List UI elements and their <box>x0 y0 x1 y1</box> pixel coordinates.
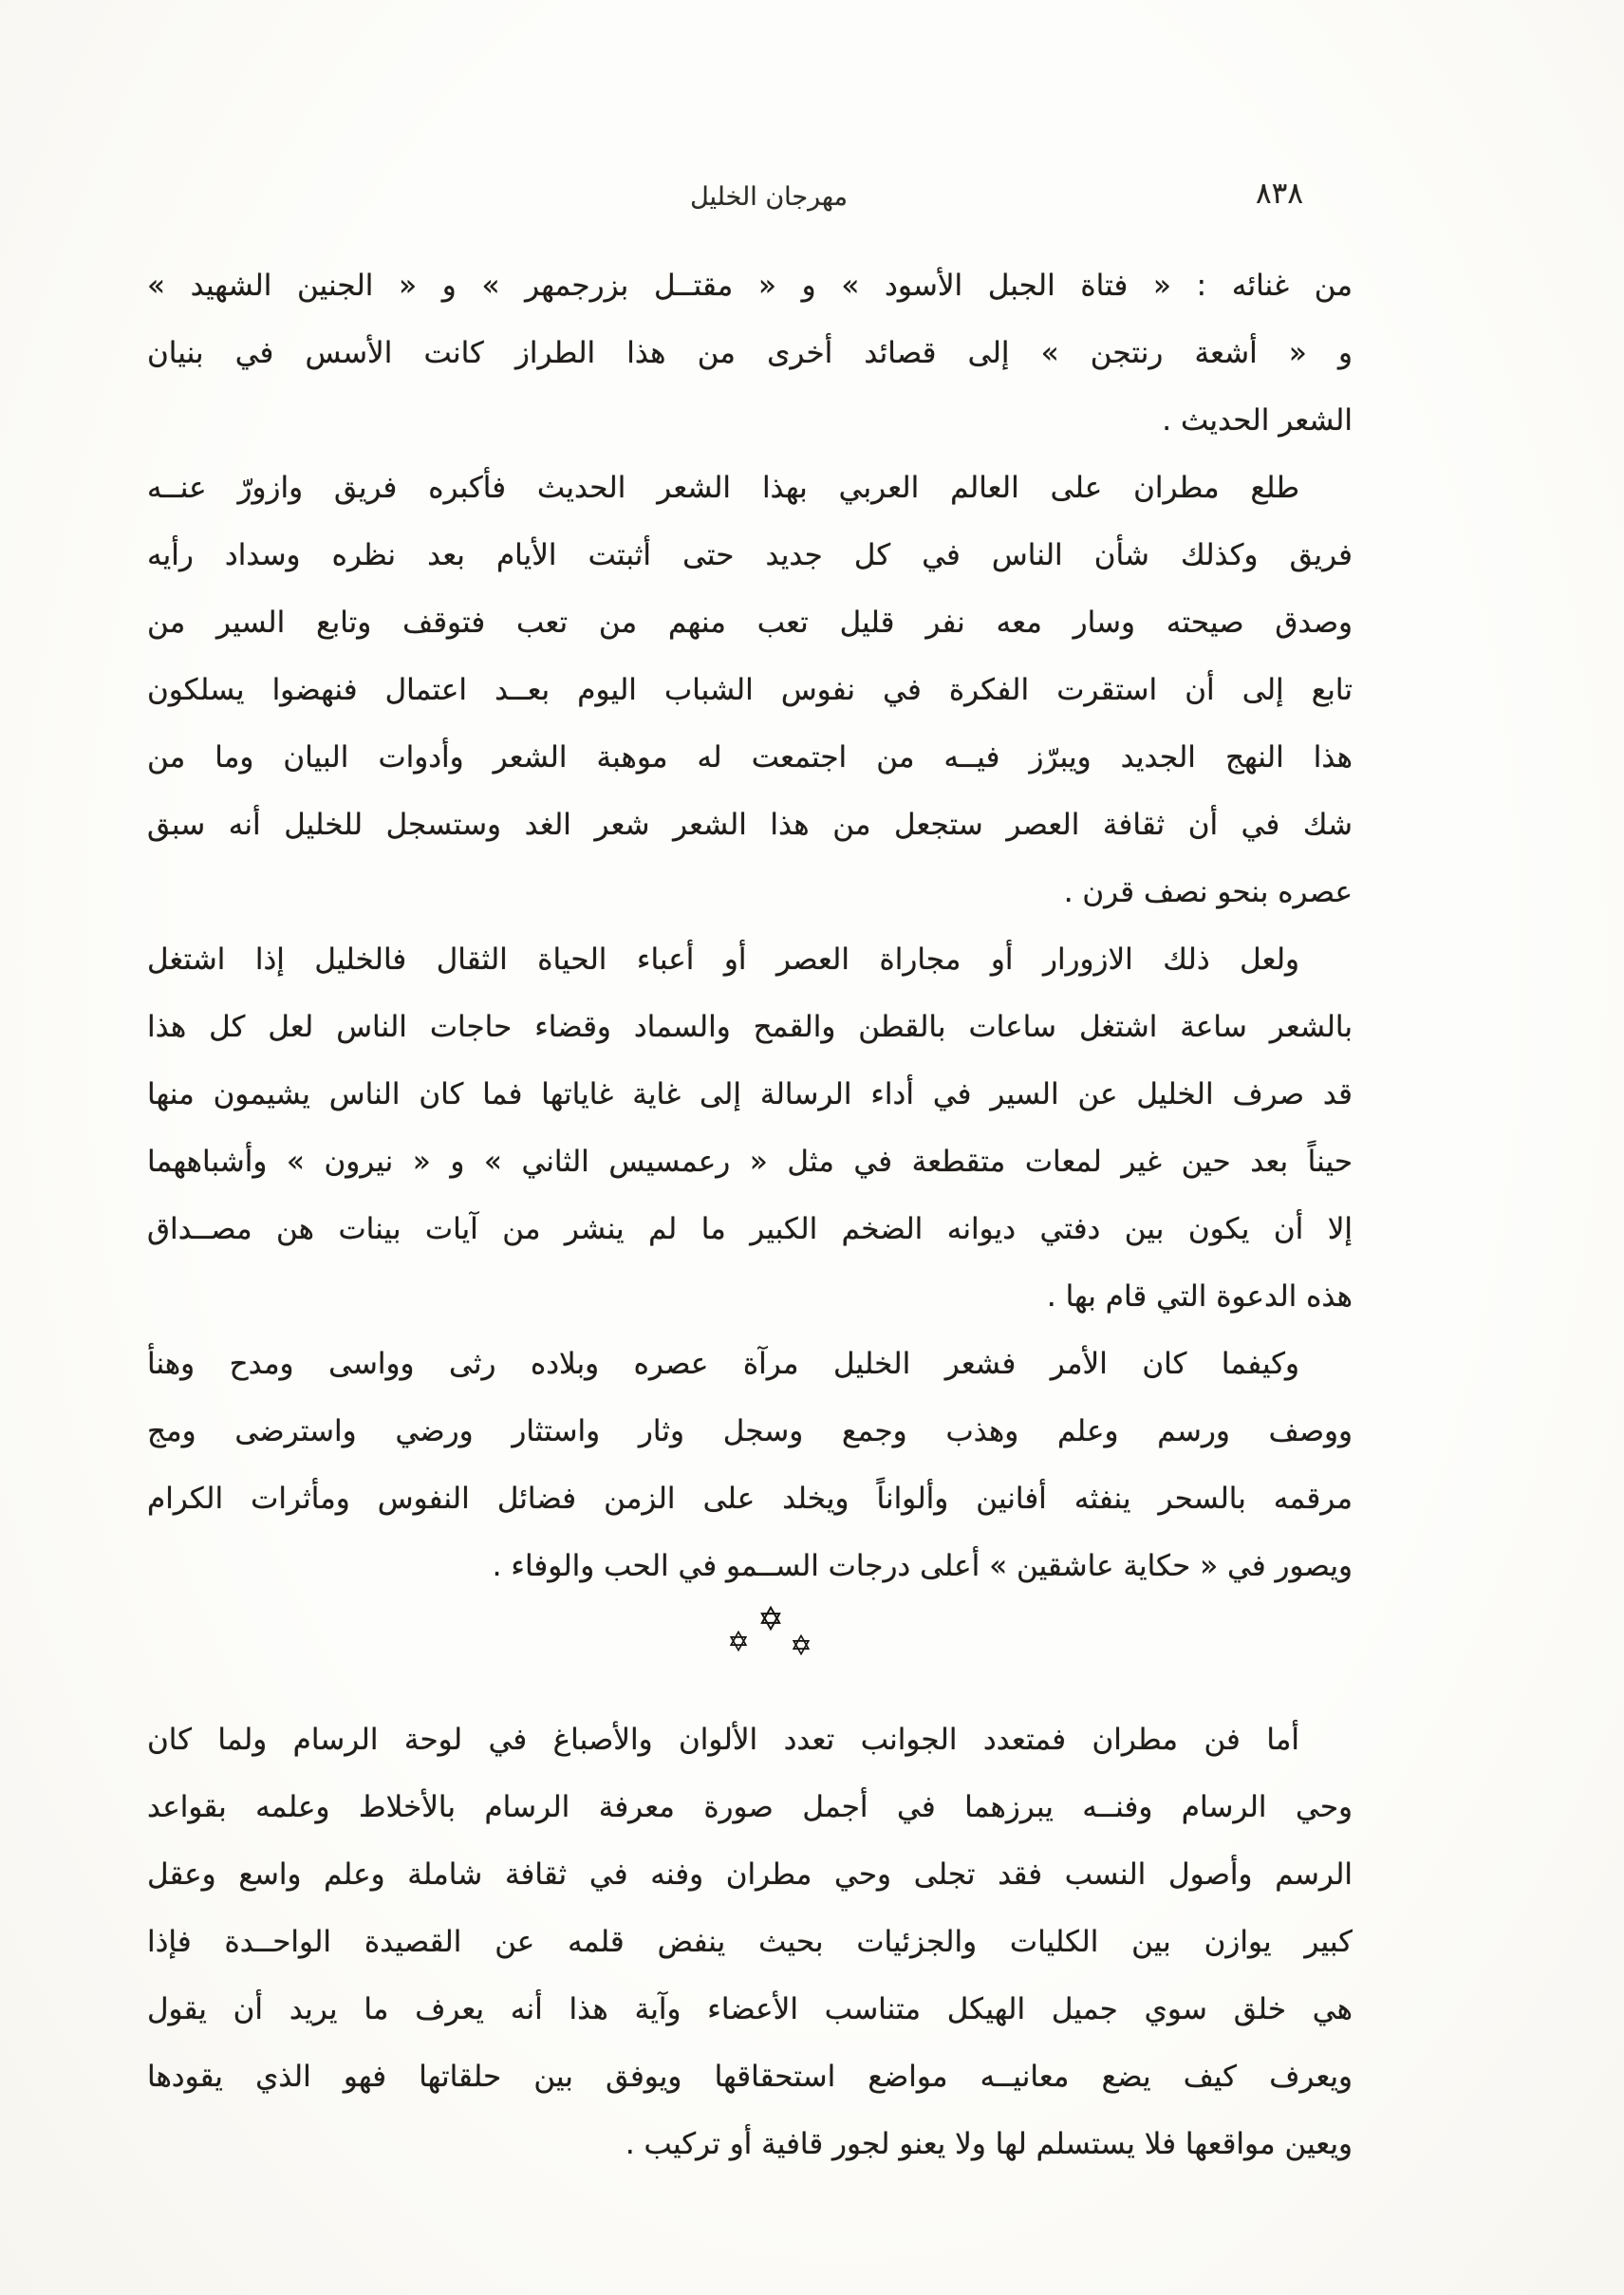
text-line: و « أشعة رنتجن » إلى قصائد أخرى من هذا الطراز كانت الأسس في بنيان <box>147 336 1353 370</box>
body-text <box>147 252 1353 2178</box>
six-pointed-star-icon <box>791 1634 812 1655</box>
paragraph <box>147 1707 1353 2178</box>
text-line: هي خلق سوي جميل الهيكل متناسب الأعضاء وآية هذا أنه يعرف ما يريد أن يقول <box>147 1992 1353 2026</box>
text-line: بالشعر ساعة اشتغل ساعات بالقطن والقمح والسماد وقضاء حاجات الناس لعل كل هذا <box>147 1010 1353 1044</box>
six-pointed-star-icon <box>728 1631 749 1651</box>
text-line: طلع مطران على العالم العربي بهذا الشعر الحديث فأكبره فريق وازورّ عنــه <box>147 471 1299 505</box>
text-line: هذه الدعوة التي قام بها . <box>1046 1279 1353 1314</box>
text-line: وكيفما كان الأمر فشعر الخليل مرآة عصره وبلاده رثى وواسى ومدح وهنأ <box>147 1347 1299 1381</box>
text-line: ويعرف كيف يضع معانيــه مواضع استحقاقها ويوفق بين حلقاتها فهو الذي يقودها <box>147 2060 1353 2094</box>
text-line: إلا أن يكون بين دفتي ديوانه الضخم الكبير ما لم ينشر من آيات بينات هن مصــداق <box>147 1212 1353 1246</box>
text-line: وحي الرسام وفنــه يبرزهما في أجمل صورة معرفة الرسام بالأخلاط وعلمه بقواعد <box>147 1790 1353 1824</box>
text-line: فريق وكذلك شأن الناس في كل جديد حتى أثبتت الأيام بعد نظره وسداد رأيه <box>147 538 1353 572</box>
text-line: الشعر الحديث . <box>1162 403 1353 438</box>
star-ornament <box>147 1600 1353 1707</box>
text-line: شك في أن ثقافة العصر ستجعل من هذا الشعر شعر الغد وستسجل للخليل أنه سبق <box>147 808 1353 842</box>
text-line: وصدق صيحته وسار معه نفر قليل تعب منهم من تعب فتوقف وتابع السير من <box>147 606 1353 640</box>
text-line: قد صرف الخليل عن السير في أداء الرسالة إلى غاية غاياتها فما كان الناس يشيمون منها <box>147 1077 1353 1111</box>
text-line: مرقمه بالسحر ينفثه أفانين وألواناً ويخلد على الزمن فضائل النفوس ومأثرات الكرام <box>147 1482 1353 1516</box>
text-line: عصره بنحو نصف قرن . <box>1063 875 1353 909</box>
paragraph <box>147 926 1353 1331</box>
text-line: ووصف ورسم وعلم وهذب وجمع وسجل وثار واستثار ورضي واسترضى ومج <box>147 1414 1353 1448</box>
running-title: مهرجان الخليل <box>690 182 848 212</box>
text-line: من غنائه : « فتاة الجبل الأسود » و « مقتــل بزرجمهر » و « الجنين الشهيد » <box>147 269 1353 303</box>
text-line: ولعل ذلك الازورار أو مجاراة العصر أو أعباء الحياة الثقال فالخليل إذا اشتغل <box>147 942 1299 977</box>
page-number: ٨٣٨ <box>1256 177 1303 211</box>
text-line: ويعين مواقعها فلا يستسلم لها ولا يعنو لجور قافية أو تركيب . <box>625 2127 1353 2161</box>
text-line: حيناً بعد حين غير لمعات متقطعة في مثل « رعمسيس الثاني » و « نيرون » وأشباههما <box>147 1145 1353 1179</box>
paragraph <box>147 455 1353 926</box>
text-line: الرسم وأصول النسب فقد تجلى وحي مطران وفنه في ثقافة شاملة وعلم واسع وعقل <box>147 1857 1353 1892</box>
paragraph <box>147 252 1353 455</box>
text-line: ويصور في « حكاية عاشقين » أعلى درجات الســمو في الحب والوفاء . <box>492 1549 1353 1583</box>
text-line: كبير يوازن بين الكليات والجزئيات بحيث ينفض قلمه عن القصيدة الواحــدة فإذا <box>147 1925 1353 1959</box>
page-header <box>0 175 1624 232</box>
text-line: هذا النهج الجديد ويبرّز فيــه من اجتمعت له موهبة الشعر وأدوات البيان وما من <box>147 740 1353 774</box>
text-line: تابع إلى أن استقرت الفكرة في نفوس الشباب اليوم بعــد اعتمال فنهضوا يسلكون <box>147 673 1353 707</box>
six-pointed-star-icon <box>758 1606 783 1631</box>
text-line: أما فن مطران فمتعدد الجوانب تعدد الألوان والأصباغ في لوحة الرسام ولما كان <box>147 1723 1299 1757</box>
paragraph <box>147 1331 1353 1600</box>
